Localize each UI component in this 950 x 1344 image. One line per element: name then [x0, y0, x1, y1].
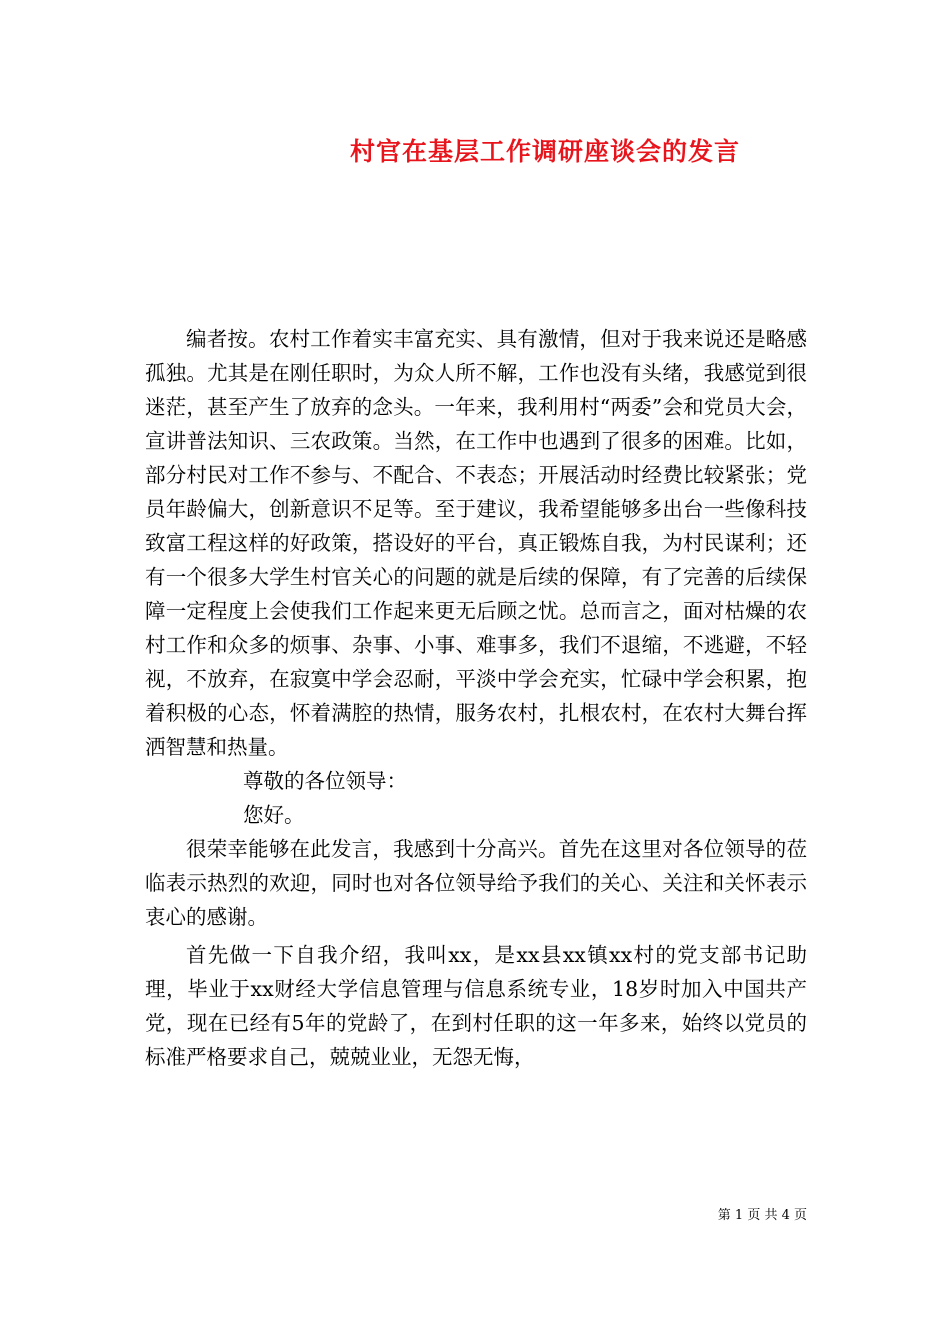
document-body [145, 322, 807, 1074]
editor-note-paragraph: 编者按。农村工作着实丰富充实、具有激情，但对于我来说还是略感孤独。尤其是在刚任职时，为众人所不解，工作也没有头绪，我感觉到很迷茫，甚至产生了放弃的念头。一年来，我利用村“两委”会和党员大会，宣讲普法知识、三农政策。当然，在工作中也遇到了很多的困难。比如，部分村民对工作不参与、不配合、不表态；开展活动时经费比较紧张；党员年龄偏大，创新意识不足等。至于建议，我希望能够多出台一些像科技致富工程这样的好政策，搭设好的平台，真正锻炼自我，为村民谋利；还有一个很多大学生村官关心的问题的就是后续的保障，有了完善的后续保障一定程度上会使我们工作起来更无后顾之忧。总而言之，面对枯燥的农村工作和众多的烦事、杂事、小事、难事多，我们不退缩，不逃避，不轻视，不放弃，在寂寞中学会忍耐，平淡中学会充实，忙碌中学会积累，抱着积极的心态，怀着满腔的热情，服务农村，扎根农村，在农村大舞台挥洒智慧和热量。 [145, 327, 807, 759]
document-title: 村官在基层工作调研座谈会的发言 [349, 137, 740, 166]
page-footer: 第 1 页 共 4 页 [717, 1208, 807, 1223]
greeting: 您好。 [243, 803, 305, 827]
body-paragraph-1: 很荣幸能够在此发言，我感到十分高兴。首先在这里对各位领导的莅临表示热烈的欢迎，同时也对各位领导给予我们的关心、关注和关怀表示衷心的感谢。 [145, 837, 807, 929]
salutation: 尊敬的各位领导： [243, 769, 407, 793]
body-paragraph-2: 首先做一下自我介绍，我叫xx，是xx县xx镇xx村的党支部书记助理，毕业于xx财经大学信息管理与信息系统专业，18岁时加入中国共产党，现在已经有5年的党龄了，在到村任职的这一年多来，始终以党员的标准严格要求自己，兢兢业业，无怨无悔， [145, 943, 807, 1069]
